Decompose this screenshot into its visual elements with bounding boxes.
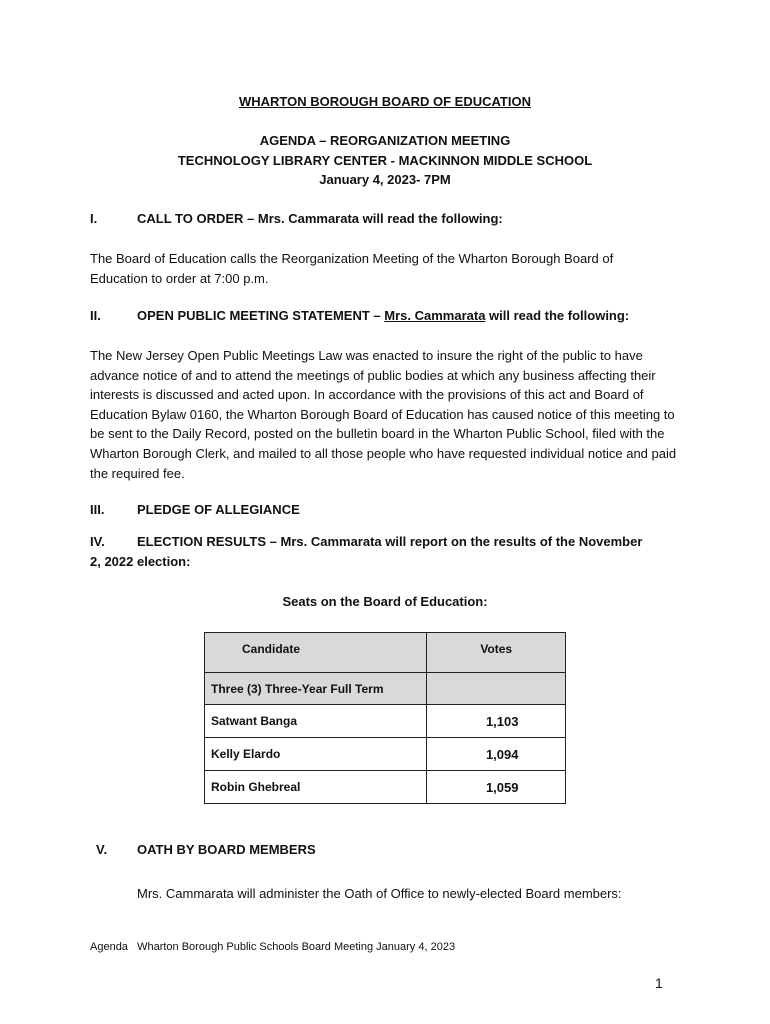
meeting-location: TECHNOLOGY LIBRARY CENTER - MACKINNON MIDDLE SCHOOL (177, 153, 593, 168)
page-number: 1 (655, 975, 663, 991)
section-3-numeral: III. (90, 502, 105, 517)
votes-cell (427, 738, 566, 771)
section-2-heading-post: will read the following: (485, 308, 630, 323)
term-label-cell (205, 673, 427, 705)
section-4-heading-line1: ELECTION RESULTS – Mrs. Cammarata will report on the results of the November (137, 534, 643, 549)
votes-cell (427, 705, 566, 738)
candidate-votes: 1,103 (485, 713, 519, 729)
section-2-numeral: II. (90, 308, 101, 323)
agenda-title: AGENDA – REORGANIZATION MEETING (259, 133, 511, 148)
table-caption: Seats on the Board of Education: (282, 594, 488, 609)
candidate-votes: 1,094 (485, 746, 519, 762)
section-1-numeral: I. (90, 211, 98, 226)
org-title: WHARTON BOROUGH BOARD OF EDUCATION (238, 94, 531, 109)
section-2-heading-name: Mrs. Cammarata (384, 308, 486, 323)
candidate-cell (205, 738, 427, 771)
candidate-cell (205, 705, 427, 738)
section-2-heading (137, 308, 629, 323)
term-row (205, 673, 566, 705)
table-row (205, 771, 566, 804)
election-results-table (204, 632, 566, 804)
page-footer: Agenda Wharton Borough Public Schools Board Meeting January 4, 2023 (90, 941, 456, 953)
section-1-heading: CALL TO ORDER – Mrs. Cammarata will read the following: (137, 211, 503, 226)
term-votes-cell (427, 673, 566, 705)
candidate-name: Satwant Banga (211, 714, 298, 728)
table-row (205, 705, 566, 738)
section-1-body: The Board of Education calls the Reorganization Meeting of the Wharton Borough Board of Education to order at 7:00 p.m. (90, 251, 614, 286)
candidate-votes: 1,059 (485, 779, 519, 795)
table-row (205, 738, 566, 771)
section-5-heading: OATH BY BOARD MEMBERS (137, 842, 316, 857)
term-label: Three (3) Three-Year Full Term (211, 681, 384, 696)
candidate-name: Robin Ghebreal (211, 780, 301, 794)
section-2-body: The New Jersey Open Public Meetings Law was enacted to insure the right of the public to have advance notice of and to attend the meetings of public bodies at which any business affecting their interests is discussed and acted upon. In accordance with the provisions of this act and Board of Education Bylaw 0160, the Wharton Borough Board of Education has caused notice of this meeting to be sent to the Daily Record, posted on the bulletin board in the Wharton Public School, filed with the Wharton Borough Clerk, and mailed to all those people who have requested individual notice and paid the required fee. (90, 348, 677, 481)
section-5-numeral: V. (96, 842, 108, 857)
header-candidate-cell (205, 633, 427, 673)
header-votes-cell (427, 633, 566, 673)
votes-cell (427, 771, 566, 804)
meeting-date-time: January 4, 2023- 7PM (319, 172, 451, 187)
section-5-body: Mrs. Cammarata will administer the Oath of Office to newly-elected Board members: (137, 886, 622, 901)
section-3-heading: PLEDGE OF ALLEGIANCE (137, 502, 300, 517)
section-4-numeral: IV. (90, 534, 105, 549)
section-4-heading-line2: 2, 2022 election: (90, 554, 191, 569)
candidate-name: Kelly Elardo (211, 747, 281, 761)
section-2-heading-pre: OPEN PUBLIC MEETING STATEMENT – (137, 308, 385, 323)
candidate-cell (205, 771, 427, 804)
header-candidate: Candidate (242, 642, 301, 656)
header-votes: Votes (480, 642, 513, 656)
table-header-row (205, 633, 566, 673)
